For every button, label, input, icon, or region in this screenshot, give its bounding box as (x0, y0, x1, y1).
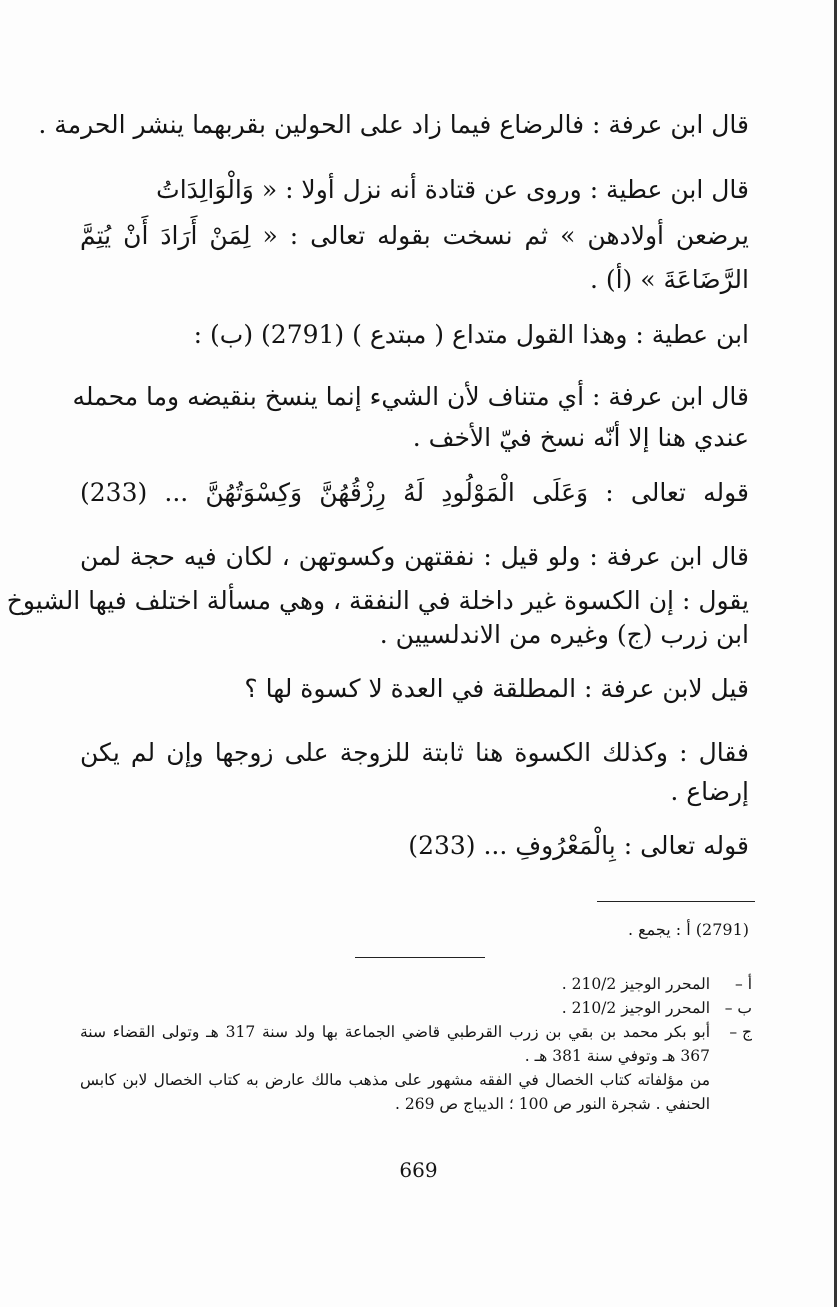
text-line: إرضاع . (670, 777, 749, 806)
footnote-divider (355, 957, 485, 958)
footnote-text: أبو بكر محمد بن بقي بن زرب القرطبي قاضي الجماعة بها ولد سنة 317 هـ وتولى القضاء سنة 367 هـ وتوفي سنة 381 هـ . (80, 1023, 711, 1065)
text-line: قوله تعالى : بِالْمَعْرُوفِ ... (233) (408, 831, 749, 860)
footnote-text: المحرر الوجيز 210/2 . (561, 975, 710, 993)
footnote-mark (710, 1068, 752, 1116)
footnote-mark: ج – (729, 1023, 752, 1041)
footnotes (80, 972, 752, 1116)
text-line: يقول : إن الكسوة غير داخلة في النفقة ، وهي مسألة اختلف فيها الشيوخ (6, 586, 749, 615)
footnote-text: من مؤلفاته كتاب الخصال في الفقه مشهور على مذهب مالك عارض به كتاب الخصال لابن كابس الحنفي . شجرة النور ص 100 ؛ الديباج ص 269 . (80, 1071, 710, 1113)
footnote-mark: أ – (735, 975, 752, 993)
variant-note: (2791) أ : يجمع . (627, 920, 749, 939)
text-line: قال ابن عطية : وروى عن قتادة أنه نزل أولا : « وَالْوَالِدَاتُ (156, 175, 749, 204)
text-line: يرضعن أولادهن » ثم نسخت بقوله تعالى : « لِمَنْ أَرَادَ أَنْ يُتِمَّ (80, 221, 749, 250)
footnote-item (80, 996, 752, 1020)
text-line: قيل لابن عرفة : المطلقة في العدة لا كسوة لها ؟ (244, 674, 749, 703)
footnote-mark: ب – (724, 999, 752, 1017)
text-line: قال ابن عرفة : ولو قيل : نفقتهن وكسوتهن ، لكان فيه حجة لمن (80, 542, 749, 571)
variant-divider (597, 901, 755, 902)
footnote-item (80, 1020, 752, 1068)
text-line: قوله تعالى : وَعَلَى الْمَوْلُودِ لَهُ رِزْقُهُنَّ وَكِسْوَتُهُنَّ ... (233) (80, 478, 749, 507)
text-line: عندي هنا إلا أنّه نسخ فيّ الأخف . (412, 423, 749, 452)
footnote-text: المحرر الوجيز 210/2 . (561, 999, 710, 1017)
text-line: ابن زرب (ج) وغيره من الاندلسيين . (379, 620, 749, 649)
footnote-item (80, 1068, 752, 1116)
page-number: 669 (399, 1158, 438, 1182)
text-line: قال ابن عرفة : فالرضاع فيما زاد على الحولين بقربهما ينشر الحرمة . (38, 110, 749, 139)
text-line: فقال : وكذلك الكسوة هنا ثابتة للزوجة على زوجها وإن لم يكن (80, 738, 749, 767)
text-line: قال ابن عرفة : أي متناف لأن الشيء إنما ينسخ بنقيضه وما محمله (72, 382, 749, 411)
footnote-item (80, 972, 752, 996)
text-line: ابن عطية : وهذا القول متداع ( مبتدع ) (2791) (ب) : (193, 320, 749, 349)
text-line: الرَّضَاعَةَ » (أ) . (589, 265, 749, 294)
